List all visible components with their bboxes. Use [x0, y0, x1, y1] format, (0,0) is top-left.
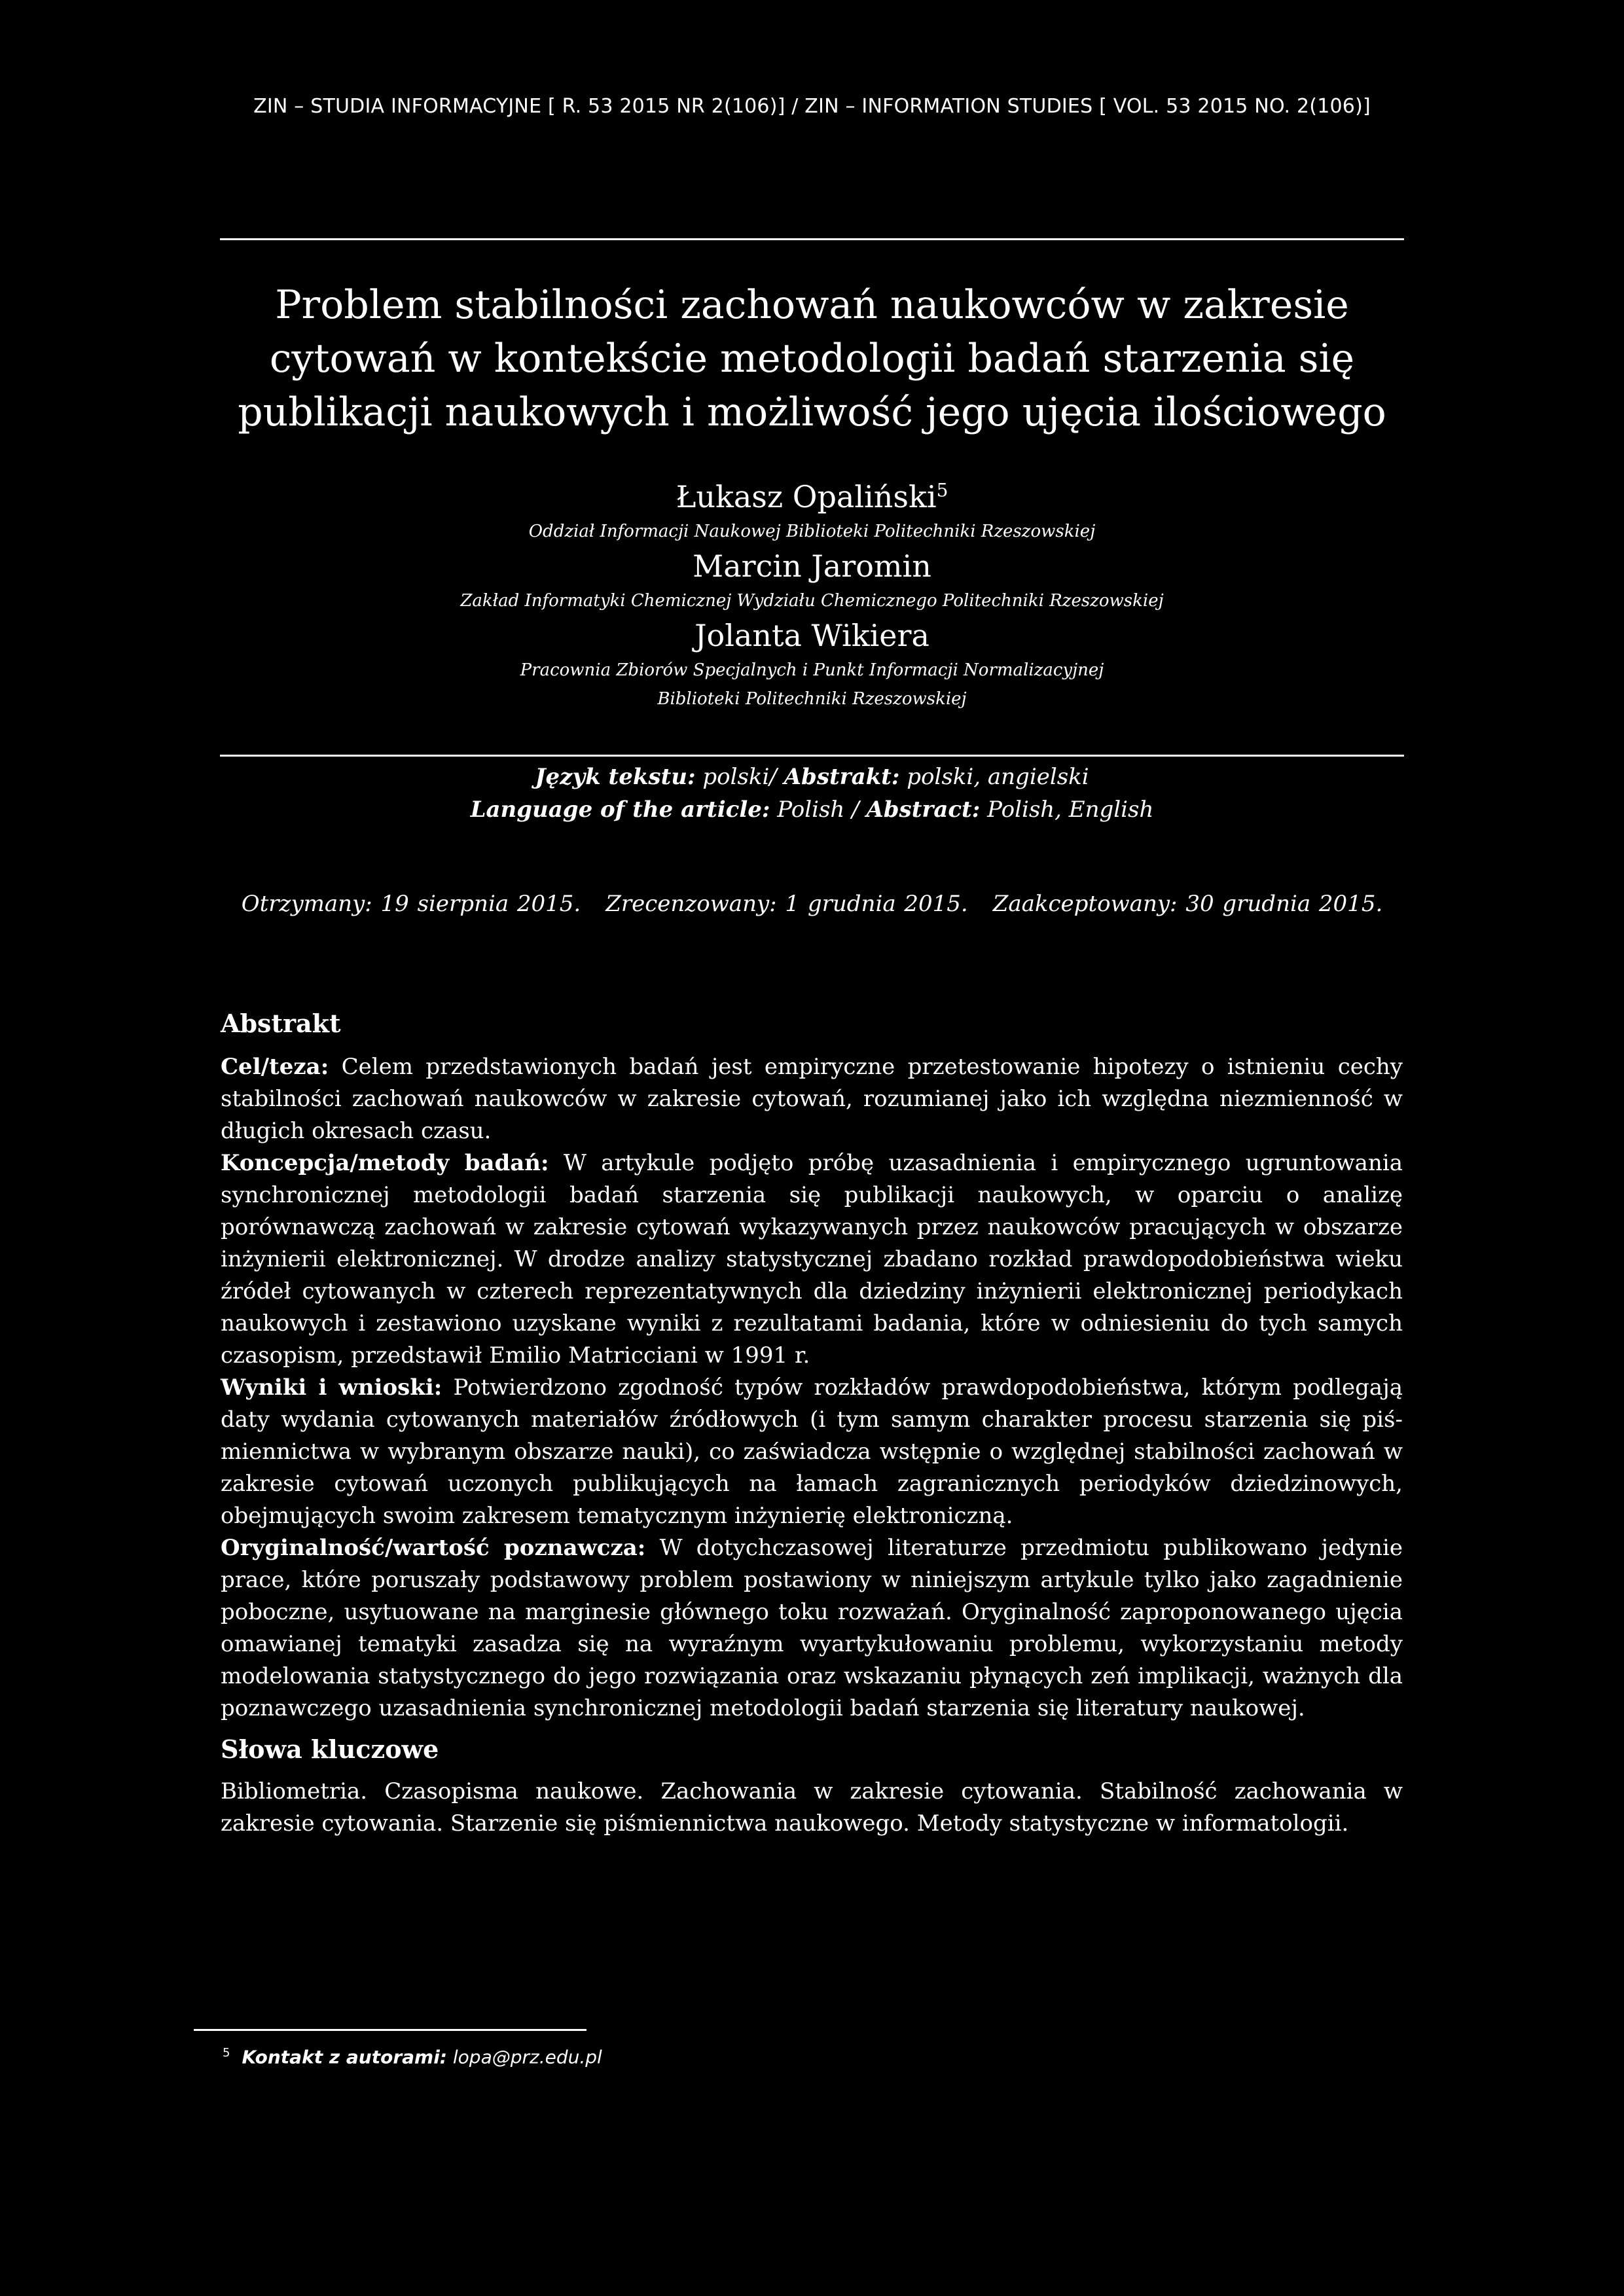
title-line: cytowań w kontekście metodologii badań starzenia się	[269, 336, 1355, 382]
running-head: ZIN – STUDIA INFORMACYJNE [ R. 53 2015 NR 2(106)] / ZIN – INFORMATION STUDIES [ VOL. 53 2015 NO. 2(106)]	[253, 95, 1371, 118]
date-received: Otrzymany: 19 sierpnia 2015.	[241, 891, 581, 917]
abstract-heading: Abstrakt	[221, 1009, 341, 1038]
article-dates	[196, 888, 1428, 920]
article-title	[196, 278, 1428, 439]
abstract-paragraph: Wyniki i wnioski: Potwierdzono zgodność typów rozkładów prawdopodobieństwa, którym podlegają daty wydania cytowanych materiałów źródłowych (i tym samym charakter procesu starzenia się piś-miennictwa w wybranym obszarze nauki), co zaświadcza wstępnie o względnej stabilności zachowań w zakresie cytowań uczonych publikujących na łamach zagranicznych periodyków dziedzinowych, obejmujących swoim zakresem tematycznym inżynierię elektroniczną.	[221, 1374, 1403, 1529]
title-line: Problem stabilności zachowań naukowców w zakresie	[275, 282, 1349, 328]
keywords-heading: Słowa kluczowe	[221, 1734, 439, 1764]
keywords-text: Bibliometria. Czasopisma naukowe. Zachowania w zakresie cytowania. Stabilność zachowania w zakresie cytowania. Starzenie się piśmiennictwa naukowego. Metody statystyczne w informatologii.	[221, 1778, 1403, 1837]
language-line-en: Language of the article: Polish / Abstract: Polish, English	[470, 797, 1154, 823]
language-line-pl: Język tekstu: polski/ Abstrakt: polski, angielski	[535, 764, 1089, 790]
footnote-rule	[194, 2029, 586, 2031]
footnote-mark[interactable]: 5	[936, 479, 948, 501]
abstract-paragraph: Cel/teza: Celem przedstawionych badań jest empiryczne przetestowanie hipotezy o istnieniu cechy stabilności zachowań naukowców w zakresie cytowań, rozumianej jako ich względna niezmienność w długich okresach czasu.	[221, 1054, 1403, 1144]
title-line: publikacji naukowych i możliwość jego ujęcia ilościowego	[238, 389, 1386, 435]
date-accepted: Zaakceptowany: 30 grudnia 2015.	[992, 891, 1383, 917]
author-name: Jolanta Wikiera	[695, 618, 929, 653]
author-name: Łukasz Opaliński$^5$	[676, 479, 948, 514]
abstract-paragraph: Oryginalność/wartość poznawcza: W dotychczasowej literaturze przedmiotu publikowano jedynie prace, które poruszały podstawowy problem postawiony w niniejszym artykule tylko jako zagadnienie poboczne, usytuowane na marginesie głównego toku rozważań. Oryginalność zaproponowanego ujęcia omawianej tematyki zasadza się na wyraźnym wyartykułowaniu problemu, wykorzystaniu metody modelowania statystycznego do jego rozwiązania oraz wskazaniu płynących zeń implikacji, ważnych dla poznawczego uzasadnienia synchronicznej metodologii badań starzenia się literatury naukowej.	[221, 1535, 1403, 1721]
date-reviewed: Zrecenzowany: 1 grudnia 2015.	[605, 891, 968, 917]
author-affiliation: Oddział Informacji Naukowej Biblioteki Politechniki Rzeszowskiej	[528, 522, 1096, 541]
author-name: Marcin Jaromin	[693, 548, 931, 584]
author-affiliation: Pracownia Zbiorów Specjalnych i Punkt Informacji Normalizacyjnej	[520, 660, 1104, 680]
author-affiliation: Biblioteki Politechniki Rzeszowskiej	[657, 689, 967, 709]
footnote: $^5$ Kontakt z autorami: lopa@prz.edu.pl	[223, 2046, 602, 2068]
contact-email[interactable]: lopa@prz.edu.pl	[447, 2046, 602, 2068]
top-rule	[220, 238, 1404, 240]
footnote-number: 5	[223, 2046, 230, 2060]
author-affiliation: Zakład Informatyki Chemicznej Wydziału Chemicznego Politechniki Rzeszowskiej	[460, 591, 1164, 611]
language-info	[196, 761, 1428, 826]
abstract-section	[221, 1005, 1403, 1840]
author-block	[196, 476, 1428, 713]
middle-rule	[220, 755, 1404, 757]
abstract-paragraph: Koncepcja/metody badań: W artykule podjęto próbę uzasadnienia i empirycznego ugruntowania synchronicznej metodologii badań starzenia się publikacji naukowych, w oparciu o analizę porównawczą zachowań w zakresie cytowań wykazywanych przez naukowców pracujących w obszarze inżynierii elektronicznej. W drodze analizy statystycznej zbadano rozkład prawdopodobieństwa wieku źródeł cytowanych w czterech reprezentatywnych dla dziedziny inżynierii elektronicznej periodykach naukowych i zestawiono uzyskane wyniki z rezultatami badania, które w odniesieniu do tych samych czasopism, przedstawił Emilio Matricciani w 1991 r.	[221, 1150, 1403, 1369]
